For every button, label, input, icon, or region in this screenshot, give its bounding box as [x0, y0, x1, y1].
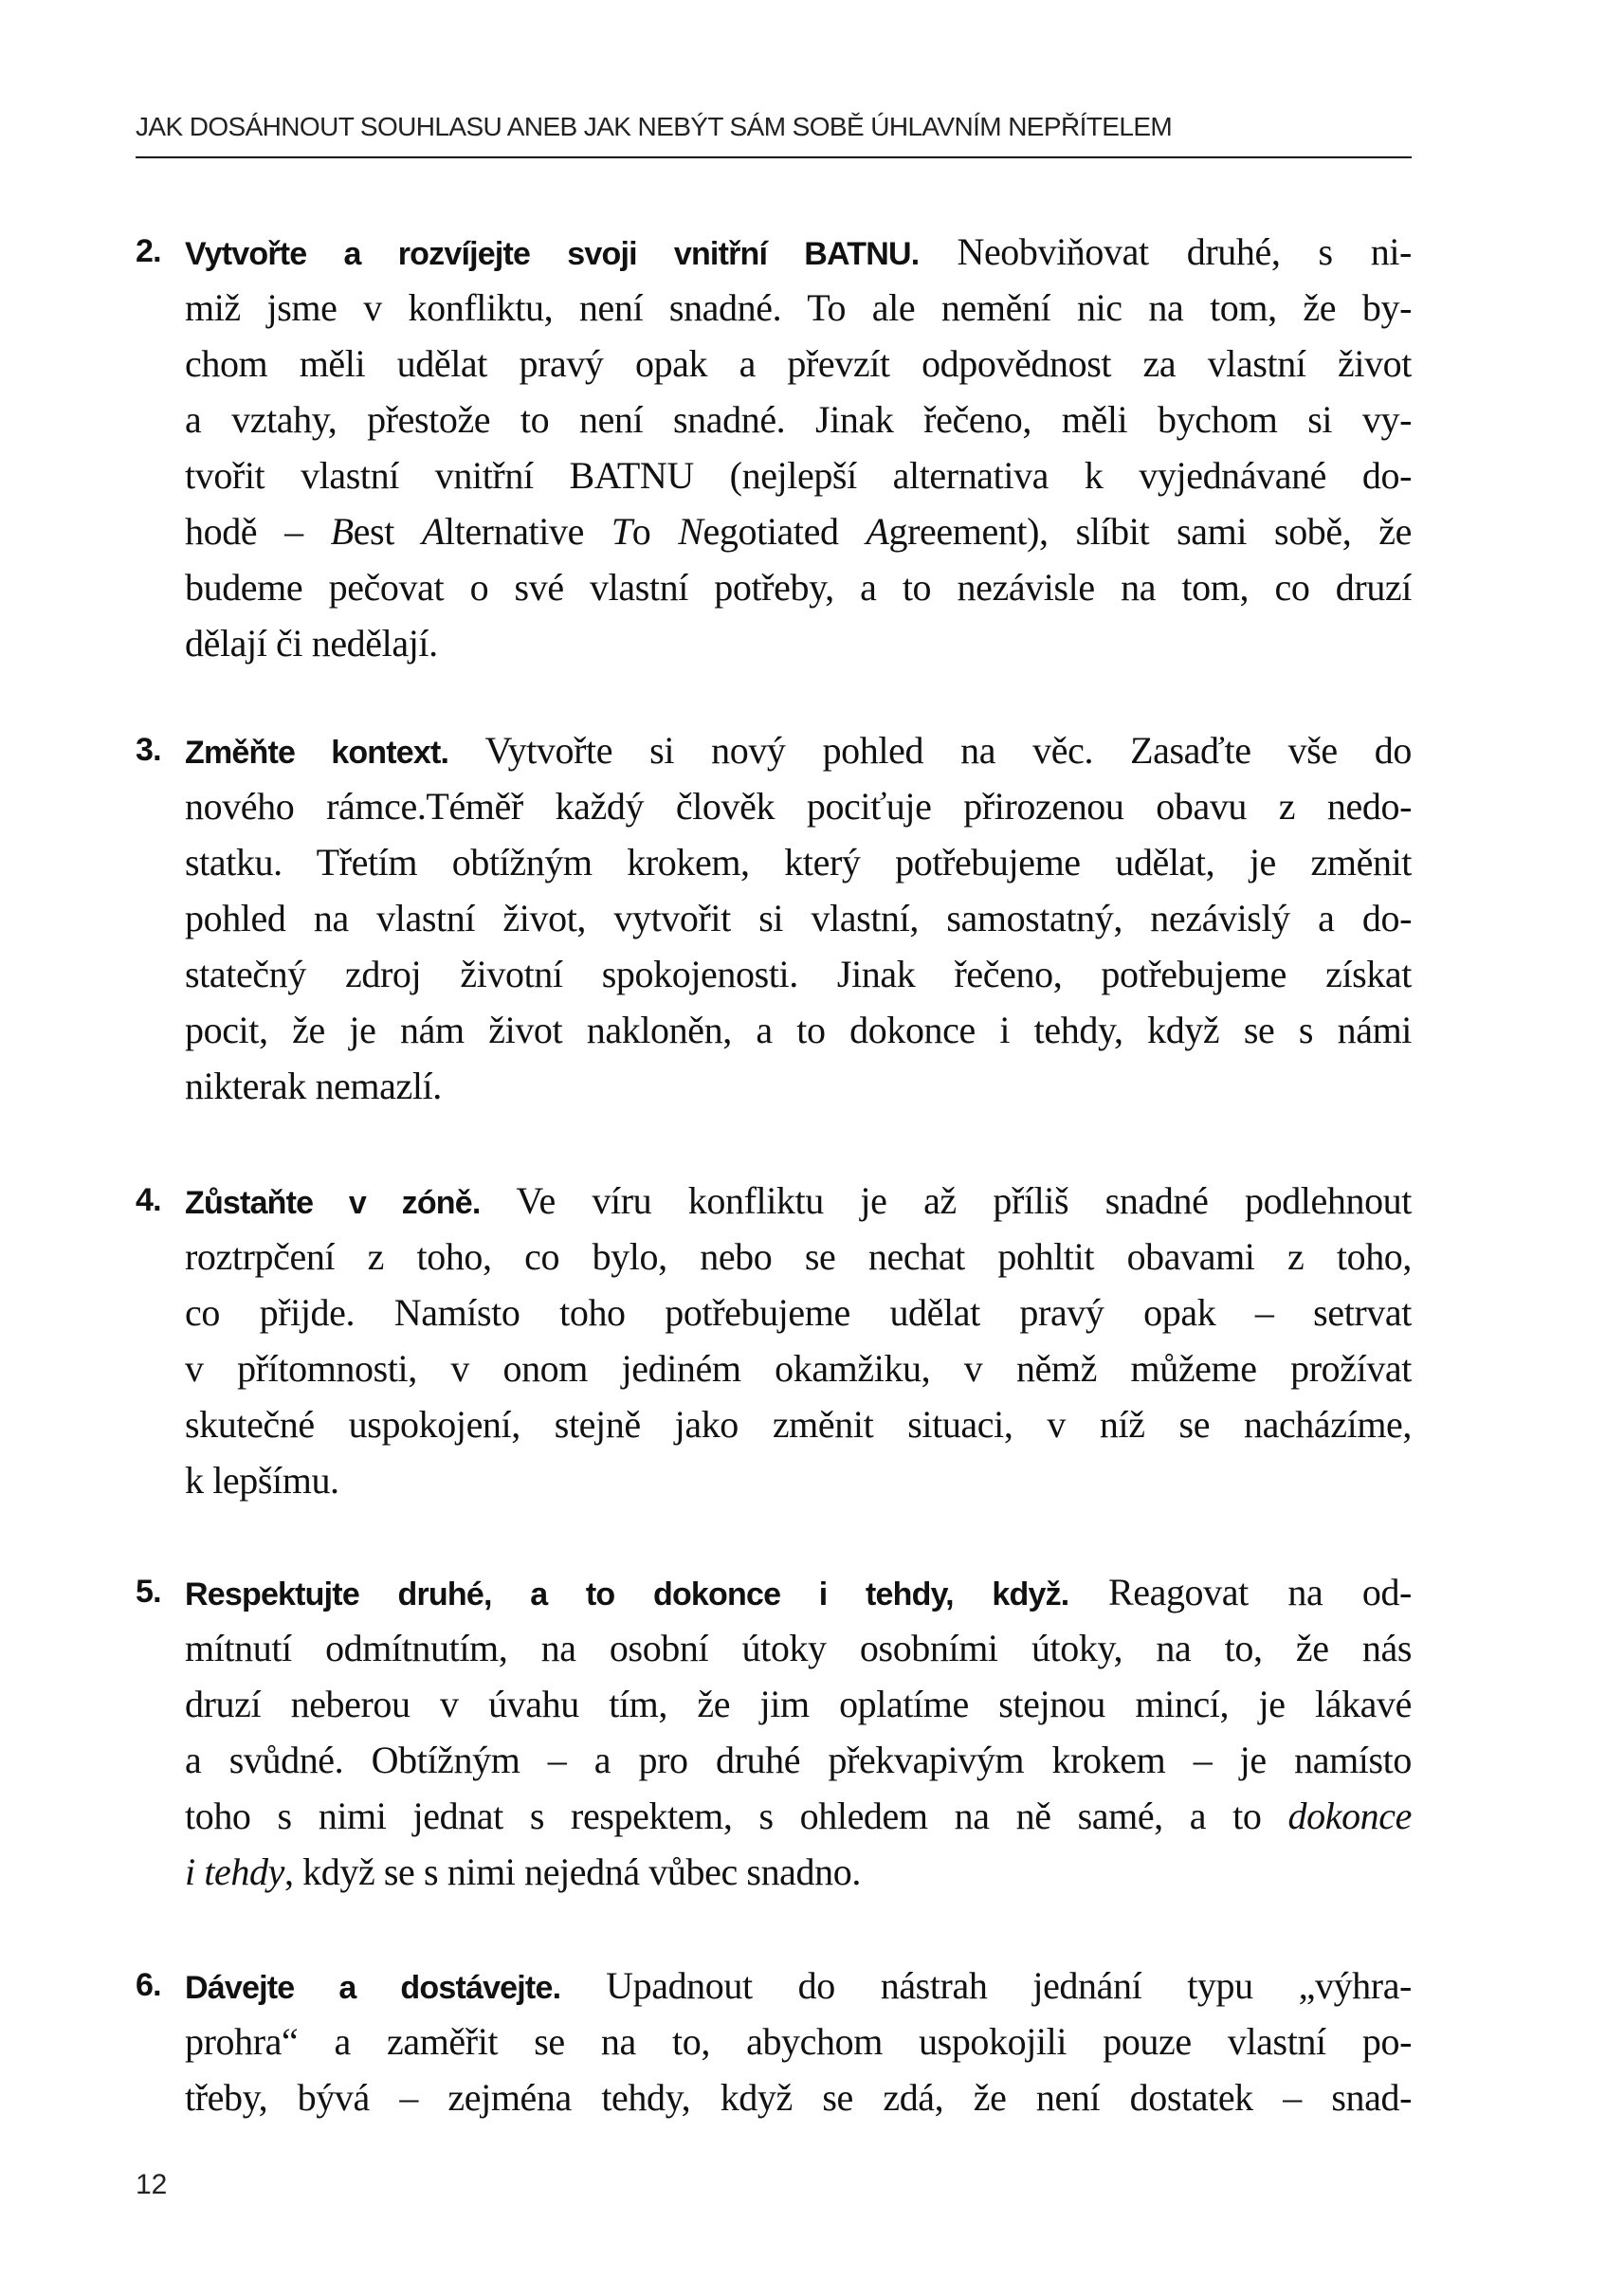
body-text: miž jsme v konfliktu, není snadné. To ale nemění nic na tom, že by- [185, 286, 1412, 329]
text-line [185, 615, 1412, 671]
text-line [185, 392, 1412, 447]
body-text: est [353, 510, 422, 553]
text-line [185, 280, 1412, 336]
list-item [136, 1173, 1412, 1508]
item-body [185, 1958, 1412, 2125]
list-item [136, 224, 1412, 671]
item-body [185, 224, 1412, 671]
item-number: 4. [136, 1182, 161, 1218]
text-line [185, 890, 1412, 946]
body-text: a svůdné. Obtížným – a pro druhé překvapivým krokem – je namísto [185, 1739, 1412, 1781]
italic-text: A [866, 510, 889, 553]
body-text: greement), slíbit sami sobě, že [888, 510, 1412, 553]
item-body [185, 1564, 1412, 1900]
body-text: statečný zdroj životní spokojenosti. Jinak řečeno, potřebujeme získat [185, 953, 1412, 995]
text-line [185, 336, 1412, 392]
body-text: a vztahy, přestože to není snadné. Jinak řečeno, měli bychom si vy- [185, 398, 1412, 441]
text-line [185, 1058, 1412, 1114]
body-text: pohled na vlastní život, vytvořit si vlastní, samostatný, nezávislý a do- [185, 897, 1412, 939]
item-heading: Dávejte a dostávejte. [185, 1970, 561, 2006]
text-line [185, 224, 1412, 280]
body-text: v přítomnosti, v onom jediném okamžiku, v němž můžeme prožívat [185, 1347, 1412, 1390]
text-line [185, 1676, 1412, 1732]
text-line [185, 1564, 1412, 1620]
item-body [185, 1173, 1412, 1508]
body-text: , když se s nimi nejedná vůbec snadno. [283, 1850, 861, 1893]
item-heading: Vytvořte a rozvíjejte svoji vnitřní BATNU. [185, 236, 920, 272]
body-text: k lepšímu. [185, 1459, 339, 1502]
text-line [185, 1452, 1412, 1508]
body-text: prohra“ a zaměřit se na to, abychom uspokojili pouze vlastní po- [185, 2020, 1412, 2063]
text-line [185, 946, 1412, 1002]
running-head: JAK DOSÁHNOUT SOUHLASU ANEB JAK NEBÝT SÁM SOBĚ ÚHLAVNÍM NEPŘÍTELEM [136, 112, 1173, 141]
text-line [185, 1285, 1412, 1340]
italic-text: N [678, 510, 703, 553]
body-text: Vytvořte si nový pohled na věc. Zasaďte vše do [484, 729, 1413, 772]
body-text: lternative [444, 510, 611, 553]
list-item [136, 1564, 1412, 1900]
list-item [136, 1958, 1412, 2125]
list-item [136, 722, 1412, 1114]
item-number: 5. [136, 1574, 161, 1610]
body-text: Neobviňovat druhé, s ni- [957, 230, 1412, 273]
body-text: o [631, 510, 679, 553]
item-heading: Změňte kontext. [185, 735, 449, 771]
text-line [185, 559, 1412, 615]
text-line [185, 1173, 1412, 1229]
body-text: chom měli udělat pravý opak a převzít odpovědnost za vlastní život [185, 342, 1412, 385]
text-line [185, 1732, 1412, 1788]
item-body [185, 722, 1412, 1114]
body-text: skutečné uspokojení, stejně jako změnit situaci, v níž se nacházíme, [185, 1403, 1412, 1446]
item-number: 2. [136, 233, 161, 269]
text-line [185, 2014, 1412, 2069]
text-line [185, 722, 1412, 778]
item-heading: Respektujte druhé, a to dokonce i tehdy, když. [185, 1576, 1069, 1613]
text-line [185, 1340, 1412, 1396]
body-text: toho s nimi jednat s respektem, s ohledem na ně samé, a to [185, 1795, 1288, 1837]
text-line [185, 778, 1412, 834]
body-text: pocit, že je nám život nakloněn, a to dokonce i tehdy, když se s námi [185, 1009, 1412, 1051]
text-line [185, 1620, 1412, 1676]
italic-text: A [421, 510, 445, 553]
body-text: druzí neberou v úvahu tím, že jim oplatíme stejnou mincí, je lákavé [185, 1683, 1412, 1725]
body-text: co přijde. Namísto toho potřebujeme udělat pravý opak – setrvat [185, 1291, 1412, 1334]
item-heading: Zůstaňte v zóně. [185, 1185, 481, 1221]
text-line [185, 1229, 1412, 1285]
item-number: 6. [136, 1967, 161, 2003]
body-text: Upadnout do nástrah jednání typu „výhra- [606, 1964, 1412, 2007]
text-line [185, 2069, 1412, 2125]
text-line [185, 1788, 1412, 1844]
text-line [185, 503, 1412, 559]
text-line [185, 834, 1412, 890]
text-line [185, 447, 1412, 503]
body-text: budeme pečovat o své vlastní potřeby, a to nezávisle na tom, co druzí [185, 566, 1412, 609]
body-text: tvořit vlastní vnitřní BATNU (nejlepší alternativa k vyjednávané do- [185, 454, 1412, 497]
italic-text: T [611, 510, 632, 553]
text-line [185, 1396, 1412, 1452]
body-text: nikterak nemazlí. [185, 1065, 442, 1107]
body-text: hodě – [185, 510, 331, 553]
text-line [185, 1844, 1412, 1900]
body-text: roztrpčení z toho, co bylo, nebo se nechat pohltit obavami z toho, [185, 1235, 1412, 1278]
body-text: mítnutí odmítnutím, na osobní útoky osobními útoky, na to, že nás [185, 1627, 1412, 1669]
header-rule [136, 156, 1412, 158]
body-text: statku. Třetím obtížným krokem, který potřebujeme udělat, je změnit [185, 841, 1412, 884]
text-line [185, 1002, 1412, 1058]
italic-text: dokonce [1287, 1795, 1412, 1837]
italic-text: i tehdy [185, 1850, 284, 1893]
body-text: dělají či nedělají. [185, 622, 438, 665]
body-text: egotiated [703, 510, 867, 553]
page-number: 12 [136, 2169, 168, 2200]
body-text: Reagovat na od- [1107, 1571, 1412, 1613]
text-line [185, 1958, 1412, 2014]
body-text: třeby, bývá – zejména tehdy, když se zdá, že není dostatek – snad- [185, 2076, 1412, 2119]
body-text: Ve víru konfliktu je až příliš snadné podlehnout [516, 1179, 1412, 1222]
body-text: nového rámce.Téměř každý člověk pociťuje přirozenou obavu z nedo- [185, 785, 1412, 828]
italic-text: B [330, 510, 354, 553]
item-number: 3. [136, 732, 161, 768]
